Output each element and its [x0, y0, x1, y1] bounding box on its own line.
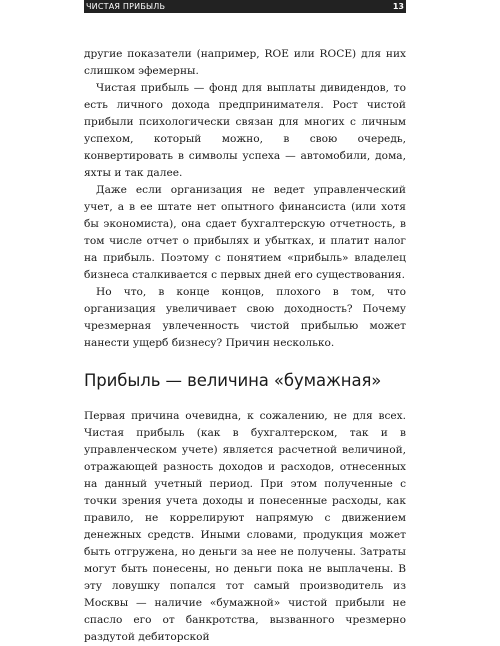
page-body	[84, 46, 406, 646]
paragraph: Даже если организация не ведет управленческий учет, а в ее штате нет опытного финансиста (или хотя бы экономиста), она сдает бухгалтерскую отчетность, в том числе отчет о прибылях и убытках, и платит налог на прибыль. Поэтому с понятием «прибыль» владелец бизнеса сталкивается с первых дней его существования.	[84, 184, 406, 281]
page-number: 13	[392, 2, 404, 11]
section-paragraph: Первая причина очевидна, к сожалению, не для всех. Чистая прибыль (как в бухгалтерском, так и в управленческом учете) является расчетной величиной, отражающей разность доходов и расходов, отнесенных на данный учетный период. При этом полученные с точки зрения учета доходы и понесенные расходы, как правило, не коррелируют напрямую с движением денежных средств. Иными словами, продукция может быть отгружена, но деньги за нее не получены. Затраты могут быть понесены, но деньги пока не выплачены. В эту ловушку попался тот самый производитель из Москвы — наличие «бумажной» чистой прибыли не спасло его от банкротства, вызванного чрезмерно раздутой дебиторской	[84, 410, 406, 643]
paragraph-continued: другие показатели (например, ROE или ROCE) для них слишком эфемерны.	[84, 48, 406, 77]
running-title: ЧИСТАЯ ПРИБЫЛЬ	[86, 2, 166, 11]
paragraph: Чистая прибыль — фонд для выплаты дивидендов, то есть личного дохода предпринимателя. Рост чистой прибыли психологически связан для многих с личным успехом, который можно, в свою очередь, конвертировать в символы успеха — автомобили, дома, яхты и так далее.	[84, 82, 406, 179]
section-heading: Прибыль — величина «бумажная»	[84, 371, 382, 390]
paragraph: Но что, в конце концов, плохого в том, что организация увеличивает свою доходность? Почему чрезмерная увлеченность чистой прибылью может нанести ущерб бизнесу? Причин несколько.	[84, 286, 406, 349]
